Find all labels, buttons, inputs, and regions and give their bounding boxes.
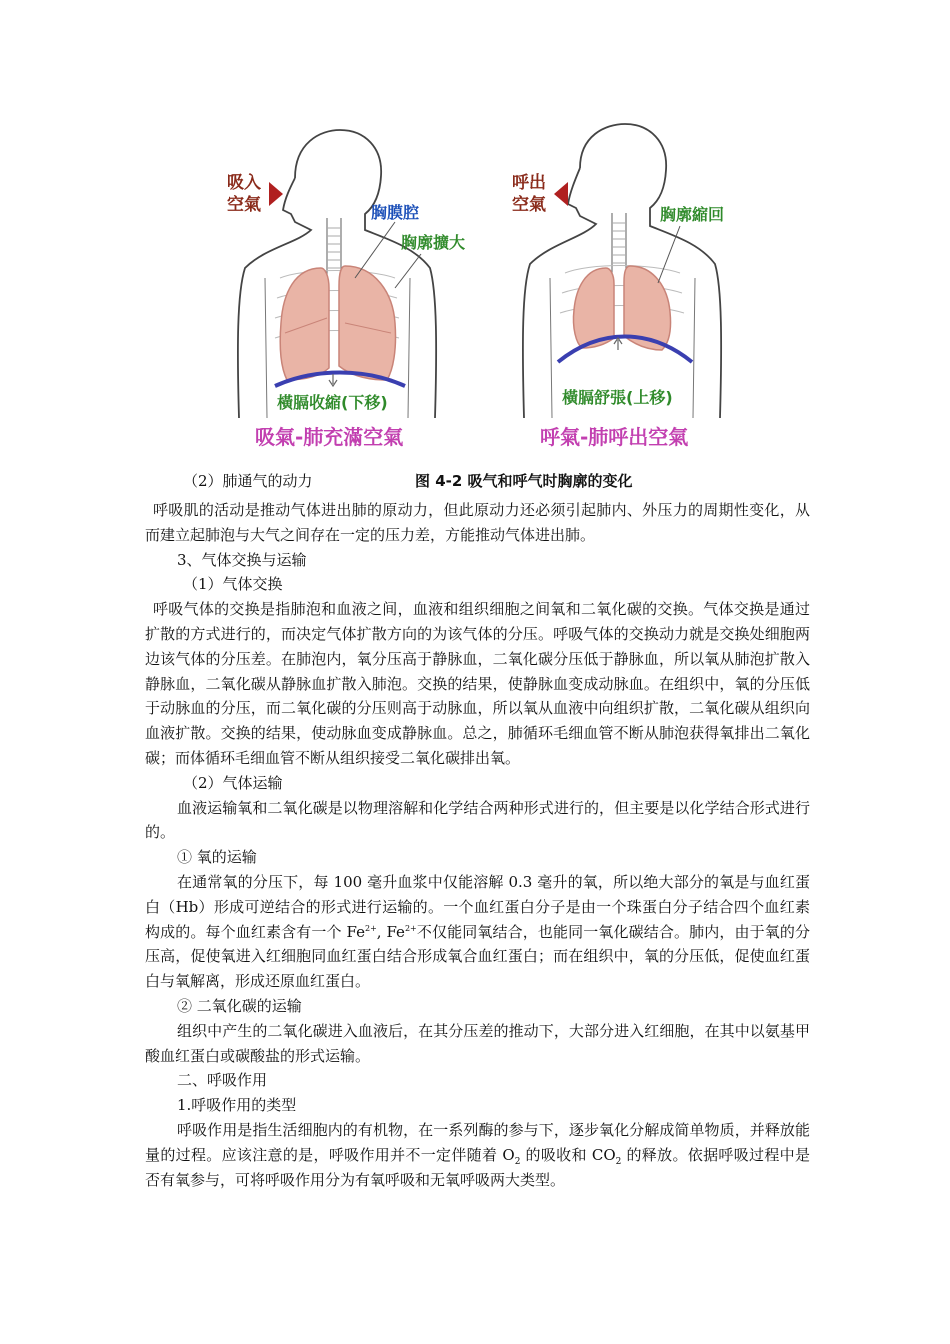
body-text — [145, 498, 810, 1192]
exhale-arrow-icon — [554, 182, 568, 206]
paragraph-4 — [145, 870, 810, 994]
heading-co2-transport: ② 二氧化碳的运输 — [177, 996, 302, 1015]
paragraph-6-part-c: 的释放。依据呼吸过程中是否有氧参与，可将呼吸作用分为有氧呼吸和无氧呼吸两大类型。 — [145, 1145, 810, 1189]
paragraph-6-part-a: 呼吸作用是指生活细胞内的有机物，在一系列酶的参与下，逐步氧化分解成简单物质，并释放能量的过程。应该注意的是，呼吸作用并不一定伴随着 O — [145, 1120, 810, 1164]
paragraph-3: 血液运输氧和二氧化碳是以物理溶解和化学结合两种形式进行的，但主要是以化学结合形式进行的。 — [145, 798, 810, 842]
superscript-1: 2+ — [365, 923, 377, 933]
paragraph-1: 呼吸肌的活动是推动气体进出肺的原动力，但此原动力还必须引起肺内、外压力的周期性变化，从而建立起肺泡与大气之间存在一定的压力差，方能推动气体进出肺。 — [145, 501, 810, 544]
figure-caption: 图 4-2 吸气和呼气时胸廓的变化 — [415, 472, 633, 490]
left-lung-right — [339, 266, 396, 380]
paragraph-5: 组织中产生的二氧化碳进入血液后，在其分压差的推动下，大部分进入红细胞，在其中以氨基甲酸血红蛋白或碳酸盐的形式运输。 — [145, 1021, 810, 1065]
paragraph-6 — [145, 1118, 810, 1192]
inhale-panel — [227, 130, 465, 449]
exhale-label-2: 空氣 — [512, 195, 546, 215]
subheading-ventilation: （2）肺通气的动力 — [183, 472, 313, 490]
inhale-label-1: 吸入 — [227, 173, 261, 193]
left-body-outline — [238, 130, 436, 418]
breathing-diagram — [225, 118, 745, 460]
paragraph-6-part-b: 的吸收和 CO — [520, 1145, 616, 1164]
caption-row — [145, 470, 825, 494]
superscript-2: 2+ — [404, 923, 417, 933]
heading-respiration-types: 1.呼吸作用的类型 — [177, 1096, 297, 1115]
inhale-label-2: 空氣 — [227, 195, 261, 215]
pleural-label: 胸膜腔 — [371, 203, 420, 222]
subscript-1: 2 — [514, 1156, 521, 1167]
heading-oxygen-transport: ① 氧的运输 — [177, 848, 257, 867]
chest-expand-label: 胸廓擴大 — [401, 233, 466, 252]
left-lung-left — [280, 268, 329, 380]
heading-gas-exchange: （1）气体交换 — [183, 575, 283, 594]
right-diaphragm-label: 橫膈舒張(上移) — [562, 388, 673, 407]
paragraph-4-part-b: , Fe — [376, 922, 405, 941]
left-diaphragm-label: 橫膈收縮(下移) — [277, 393, 388, 412]
paragraph-2: 呼吸气体的交换是指肺泡和血液之间，血液和组织细胞之间氧和二氧化碳的交换。气体交换是通过扩散的方式进行的，而决定气体扩散方向的为该气体的分压。呼吸气体的交换动力就是交换处细胞两边该气体的分压差。在肺泡内，氧分压高于静脉血，二氧化碳分压低于静脉血，所以氧从肺泡扩散入静脉血，二氧化碳从静脉血扩散入肺泡。交换的结果，使静脉血变成动脉血。在组织中，氧的分压低于动脉血的分压，而二氧化碳的分压则高于动脉血，所以氧从血液中向组织扩散，二氧化碳从组织向血液扩散。交换的结果，使动脉血变成静脉血。总之，肺循环毛细血管不断从肺泡获得氧排出二氧化碳；而体循环毛细血管不断从组织接受二氧化碳排出氧。 — [145, 600, 810, 767]
exhale-title: 呼氣-肺呼出空氣 — [540, 425, 689, 449]
breathing-figure — [225, 118, 745, 460]
inhale-arrow-icon — [269, 182, 283, 206]
right-body-outline — [523, 124, 721, 418]
paragraph-4-part-c: 不仅能同氧结合，也能同一氧化碳结合。肺内，由于氧的分压高，促使氧进入红细胞同血红蛋白结合形成氧合血红蛋白；而在组织中，氧的分压低，促使血红蛋白与氧解离，形成还原血红蛋白。 — [145, 922, 810, 991]
heading-gas-transport: （2）气体运输 — [183, 773, 283, 792]
heading-gas-exchange-transport: 3、气体交换与运输 — [177, 550, 307, 569]
chest-contract-label: 胸廓縮回 — [660, 205, 725, 224]
paragraph-4-part-a: 在通常氧的分压下，每 100 毫升血浆中仅能溶解 0.3 毫升的氧，所以绝大部分的氧是与血红蛋白（Hb）形成可逆结合的形式进行运输的。一个血红蛋白分子是由一个珠蛋白分子结合四个血红素构成的。每个血红素含有一个 Fe — [145, 872, 810, 941]
heading-respiration: 二、呼吸作用 — [177, 1071, 268, 1090]
exhale-panel — [512, 124, 724, 449]
exhale-label-1: 呼出 — [512, 173, 546, 193]
subscript-2: 2 — [615, 1156, 622, 1167]
inhale-title: 吸氣-肺充滿空氣 — [255, 425, 404, 449]
